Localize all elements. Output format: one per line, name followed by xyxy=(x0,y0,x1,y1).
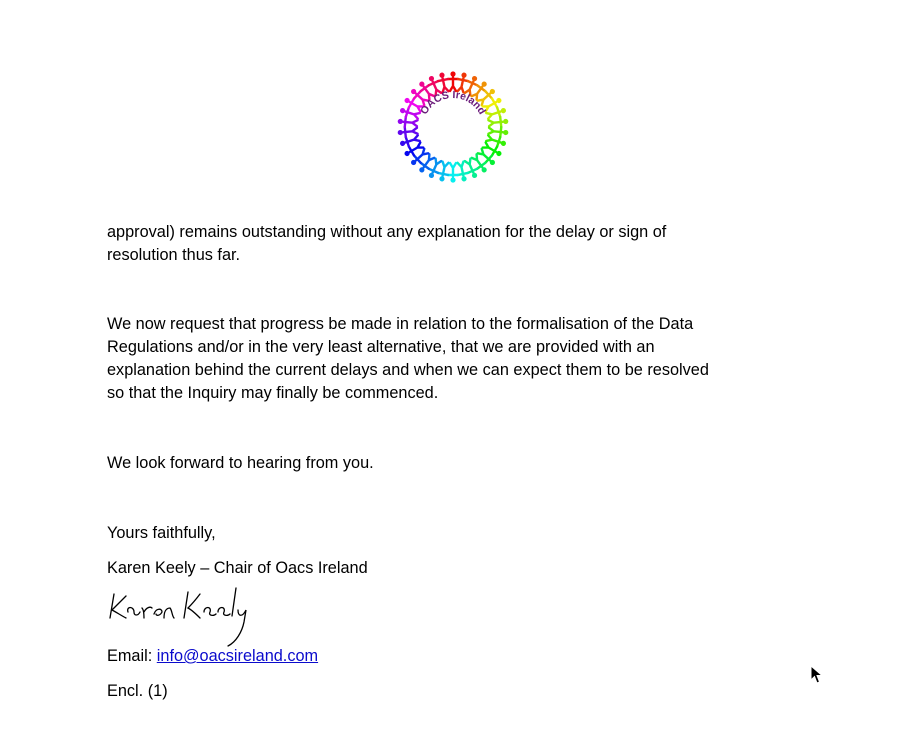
mouse-cursor-icon xyxy=(810,665,824,685)
logo-figure xyxy=(488,116,509,128)
logo-figure xyxy=(488,126,509,138)
logo-figure xyxy=(448,71,458,91)
logo-figure xyxy=(456,161,470,182)
logo-figure xyxy=(397,126,418,138)
logo-text: OACS Ireland xyxy=(418,88,488,117)
paragraph-request: We now request that progress be made in relation to the formalisation of the Data Regulations and/or in the very least alternative, that we are provided with an explanation behind the current delays and when we can expect them to be resolved so that the Inquiry may finally be commenced. xyxy=(107,315,709,402)
signatory-name: Karen Keely – Chair of Oacs Ireland xyxy=(107,559,368,577)
paragraph-look-forward: We look forward to hearing from you. xyxy=(107,454,374,472)
logo-figure xyxy=(397,116,418,128)
handwritten-signature xyxy=(104,586,264,648)
paragraph-outstanding: approval) remains outstanding without any explanation for the delay or sign of resolution thus far. xyxy=(107,223,667,264)
oacs-ireland-logo xyxy=(392,66,514,188)
email-label: Email: xyxy=(107,647,157,665)
email-link[interactable]: info@oacsireland.com xyxy=(156,647,319,665)
enclosure-line: Encl. (1) xyxy=(107,682,168,700)
salutation: Yours faithfully, xyxy=(107,524,216,542)
email-line xyxy=(107,646,318,666)
logo-figure xyxy=(448,163,458,183)
logo-figure xyxy=(437,72,451,93)
logo-figure xyxy=(437,161,451,182)
